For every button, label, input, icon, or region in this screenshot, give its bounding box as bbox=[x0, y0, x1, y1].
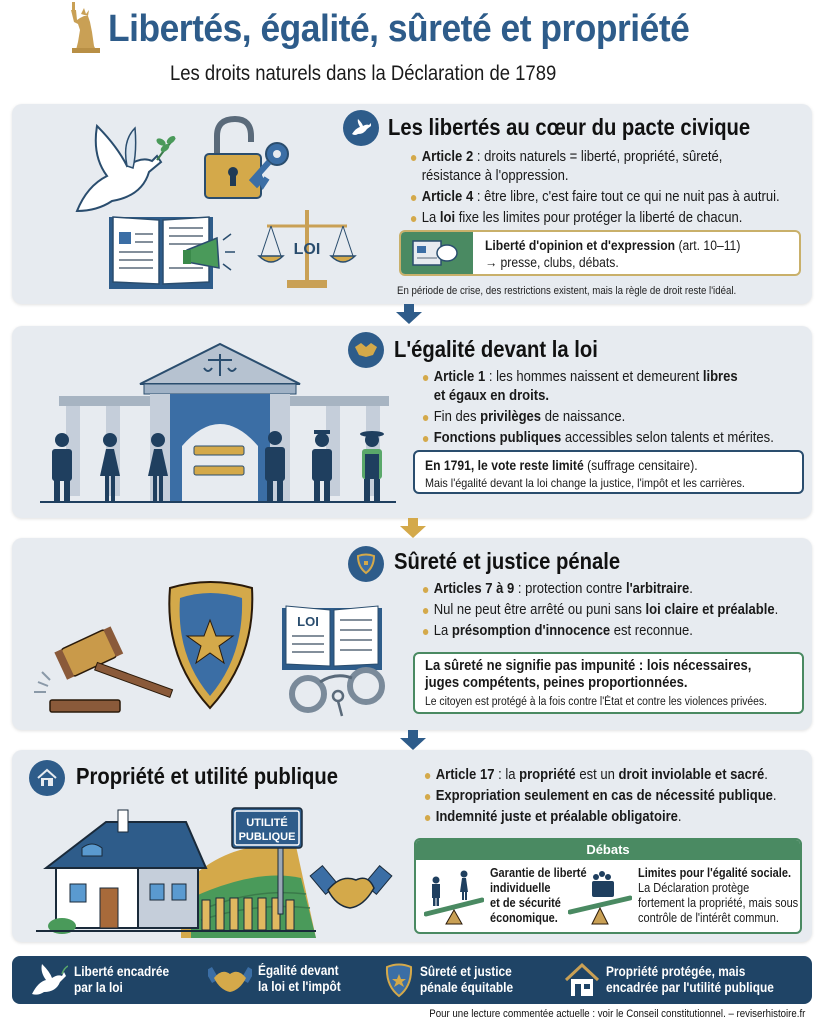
gavel-shield-handcuffs-illustration bbox=[30, 568, 390, 723]
svg-text:PUBLIQUE: PUBLIQUE bbox=[238, 831, 296, 843]
list-item: Articles 7 à 9 : protection contre l'arbitraire. bbox=[422, 580, 778, 599]
summary-item-egalite: Égalité devant la loi et l'impôt bbox=[208, 962, 352, 996]
header bbox=[0, 0, 825, 100]
seesaw-group-icon bbox=[568, 868, 632, 926]
summary-item-propriete: Propriété protégée, mais encadrée par l'utilité publique bbox=[564, 962, 797, 998]
shield-icon bbox=[348, 546, 384, 582]
courthouse-citizens-illustration bbox=[26, 336, 406, 506]
summary-item-liberte: Liberté encadrée par la loi bbox=[28, 962, 182, 998]
credits-note: Pour une lecture commentée actuelle : voir le Conseil constitutionnel. – reviserhistoire.fr bbox=[428, 1008, 805, 1020]
list-item: Article 1 : les hommes naissent et demeurent libres et égaux en droits. bbox=[422, 368, 774, 406]
page-title: Libertés, égalité, sûreté et propriété bbox=[108, 8, 690, 50]
section-egalite bbox=[12, 326, 812, 518]
scales-loi-icon bbox=[257, 204, 357, 294]
section-title: L'égalité devant la loi bbox=[394, 336, 598, 362]
debats-right-text: Limites pour l'égalité sociale. La Déclaration protège fortement la propriété, mais sous contrôle de l'intérêt commun. bbox=[638, 866, 799, 925]
list-item: Fonctions publiques accessibles selon talents et mérites. bbox=[422, 429, 774, 448]
callout-vote: En 1791, le vote reste limité (suffrage censitaire). Mais l'égalité devant la loi change la justice, l'impôt et les carrières. bbox=[413, 450, 804, 494]
crisis-note: En période de crise, des restrictions existent, mais la règle de droit reste l'idéal. bbox=[397, 285, 737, 297]
bullet-list bbox=[410, 148, 821, 230]
bullet-list bbox=[424, 766, 816, 829]
svg-text:LOI: LOI bbox=[297, 614, 319, 629]
debats-box bbox=[414, 838, 802, 934]
debats-title: Débats bbox=[416, 840, 800, 860]
list-item: Article 2 : droits naturels = liberté, propriété, sûreté, résistance à l'oppression. bbox=[410, 148, 780, 186]
list-item: La loi fixe les limites pour protéger la liberté de chacun. bbox=[410, 209, 780, 228]
list-item: Expropriation seulement en cas de nécessité publique. bbox=[424, 787, 777, 806]
padlock-key-icon bbox=[197, 114, 297, 204]
svg-text:UTILITÉ: UTILITÉ bbox=[246, 817, 288, 829]
list-item: Indemnité juste et préalable obligatoire. bbox=[424, 808, 777, 827]
debats-left-text: Garantie de liberté individuelle et de sécurité économique. bbox=[490, 866, 587, 925]
handshake-icon bbox=[208, 962, 252, 996]
dove-illustration-icon bbox=[57, 116, 177, 221]
list-item: La présomption d'innocence est reconnue. bbox=[422, 622, 778, 641]
bullet-list bbox=[422, 580, 818, 643]
section-title: Les libertés au cœur du pacte civique bbox=[388, 114, 751, 140]
section-surete bbox=[12, 538, 812, 730]
section-title: Sûreté et justice pénale bbox=[394, 548, 621, 574]
bullet-list bbox=[422, 368, 813, 450]
section-title: Propriété et utilité publique bbox=[76, 763, 339, 789]
statue-of-liberty-icon bbox=[66, 2, 106, 54]
list-item: Article 4 : être libre, c'est faire tout ce qui ne nuit pas à autrui. bbox=[410, 188, 780, 207]
summary-bar bbox=[12, 956, 812, 1004]
svg-text:LOI: LOI bbox=[293, 241, 321, 258]
seesaw-individuals-icon bbox=[424, 870, 484, 926]
summary-item-surete: Sûreté et justice pénale équitable bbox=[384, 962, 526, 998]
house-fields-sign-illustration bbox=[26, 798, 396, 938]
list-item: Nul ne peut être arrêté ou puni sans loi claire et préalable. bbox=[422, 601, 778, 620]
callout-expression: Liberté d'opinion et d'expression (art. 10–11) → presse, clubs, débats. bbox=[399, 230, 801, 276]
handshake-icon bbox=[348, 332, 384, 368]
section-libertes bbox=[12, 104, 812, 304]
callout-impunite: La sûreté ne signifie pas impunité : lois nécessaires, juges compétents, peines proportionnées. Le citoyen est protégé à la fois contre l'État et contre les violences privées. bbox=[413, 652, 804, 714]
book-megaphone-icon bbox=[107, 212, 242, 292]
shield-icon bbox=[384, 962, 414, 998]
list-item: Article 17 : la propriété est un droit inviolable et sacré. bbox=[424, 766, 777, 785]
page-subtitle: Les droits naturels dans la Déclaration de 1789 bbox=[170, 62, 557, 85]
dove-icon bbox=[343, 110, 379, 146]
list-item: Fin des privilèges de naissance. bbox=[422, 408, 774, 427]
house-icon bbox=[29, 760, 65, 796]
dove-icon bbox=[28, 962, 68, 998]
house-icon bbox=[564, 962, 600, 998]
